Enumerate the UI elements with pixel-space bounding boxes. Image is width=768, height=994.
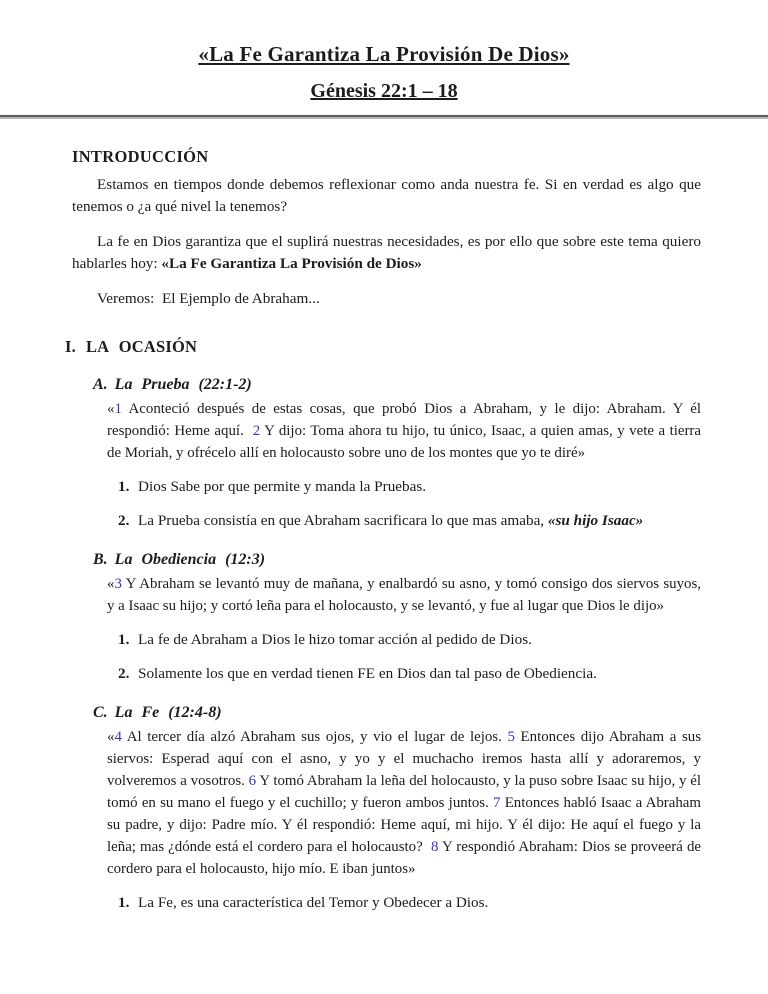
section-number: I. (65, 337, 76, 356)
subsection-title: La Obediencia (12:3) (114, 551, 266, 568)
item-text: Solamente los que en verdad tienen FE en Dios dan tal paso de Obediencia. (138, 665, 597, 682)
subsection-letter: A. (93, 376, 108, 393)
subsections-container (65, 376, 701, 914)
verse-number: 3 (114, 576, 122, 592)
scripture-quote: «3 Y Abraham se levantó muy de mañana, y enalbardó su asno, y tomó consigo dos siervos suyos, y a Isaac su hijo; y cortó leña para el holocausto, y se levantó, y fue al lugar que Dios le dijo» (107, 576, 701, 614)
item-emphasis: «su hijo Isaac» (547, 512, 644, 529)
header-divider (0, 114, 768, 119)
item-number: 1. (118, 894, 130, 911)
subsection (65, 704, 701, 914)
verse-number: 4 (114, 729, 122, 745)
intro-paragraph-3: Veremos: El Ejemplo de Abraham... (97, 290, 320, 307)
outline-item (118, 892, 701, 914)
section-heading (65, 337, 701, 357)
outline-item (118, 510, 701, 532)
verse-number: 6 (248, 773, 257, 789)
verse-number: 5 (507, 729, 515, 745)
subsection-letter: C. (93, 704, 108, 721)
subsection-heading (93, 551, 701, 569)
item-number: 1. (118, 631, 130, 648)
subsection-title: La Prueba (22:1-2) (114, 376, 252, 393)
scripture-quote: «1 Aconteció después de estas cosas, que probó Dios a Abraham, y le dijo: Abraham. Y él respondió: Heme aquí. 2 Y dijo: Toma ahora tu hijo, tu único, Isaac, a quien amas, y vete a tierra de Moriah, y ofrécelo allí en holocausto sobre uno de los montes que yo te diré» (107, 401, 701, 461)
subsection-heading (93, 704, 701, 722)
subsection-letter: B. (93, 551, 108, 568)
item-number: 1. (118, 478, 130, 495)
intro-paragraph-1: Estamos en tiempos donde debemos reflexionar como anda nuestra fe. Si en verdad es algo que tenemos o ¿a qué nivel la tenemos? (72, 176, 701, 215)
section-title: LA OCASIÓN (85, 337, 198, 356)
intro-heading: INTRODUCCIÓN (72, 147, 209, 166)
item-number: 2. (118, 512, 130, 529)
subsection (65, 376, 701, 532)
document-title: «La Fe Garantiza La Provisión De Dios» (198, 42, 570, 66)
intro-paragraph-2-theme: «La Fe Garantiza La Provisión de Dios» (161, 255, 422, 272)
outline-item (118, 476, 701, 498)
subsection (65, 551, 701, 685)
item-text: La Prueba consistía en que Abraham sacrificara lo que mas amaba, «su hijo Isaac» (138, 512, 644, 529)
verse-number: 8 (430, 839, 439, 855)
subsection-title: La Fe (12:4-8) (114, 704, 222, 721)
item-text: La fe de Abraham a Dios le hizo tomar acción al pedido de Dios. (138, 631, 532, 648)
verse-number: 1 (114, 401, 122, 417)
outline-item (118, 663, 701, 685)
subsection-heading (93, 376, 701, 394)
document-subtitle: Génesis 22:1 – 18 (310, 80, 458, 102)
verse-number: 2 (252, 423, 261, 439)
item-text: La Fe, es una característica del Temor y Obedecer a Dios. (138, 894, 489, 911)
outline-item (118, 629, 701, 651)
item-number: 2. (118, 665, 130, 682)
intro-paragraph-2-text: La fe en Dios garantiza que el suplirá nuestras necesidades, es por ello que sobre este tema quiero hablarles hoy: (72, 233, 701, 272)
intro-paragraph-2 (72, 231, 701, 275)
verse-number: 7 (493, 795, 501, 811)
scripture-quote: «4 Al tercer día alzó Abraham sus ojos, y vio el lugar de lejos. 5 Entonces dijo Abraham a sus siervos: Esperad aquí con el asno, y yo y el muchacho iremos hasta allí y adoraremos, y volveremos a vosotros. 6 Y tomó Abraham la leña del holocausto, y la puso sobre Isaac su hijo, y él tomó en su mano el fuego y el cuchillo; y fueron ambos juntos. 7 Entonces habló Isaac a Abraham su padre, y dijo: Padre mío. Y él respondió: Heme aquí, mi hijo. Y él dijo: He aquí el fuego y la leña; mas ¿dónde está el cordero para el holocausto? 8 Y respondió Abraham: Dios se proveerá de cordero para el holocausto, hijo mío. E iban juntos» (107, 729, 702, 877)
item-text: Dios Sabe por que permite y manda la Pruebas. (138, 478, 427, 495)
document-body (0, 147, 768, 914)
